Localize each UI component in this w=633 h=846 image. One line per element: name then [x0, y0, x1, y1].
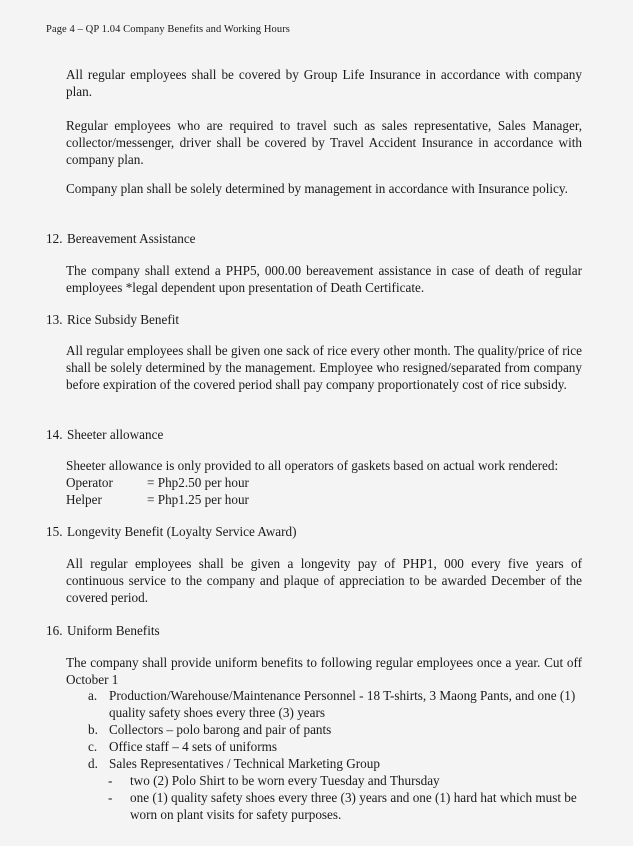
rate-value: = Php1.25 per hour	[147, 492, 249, 507]
section-14-body: Sheeter allowance is only provided to all operators of gaskets based on actual work rendered:	[66, 458, 559, 473]
travel-insurance-paragraph: Regular employees who are required to travel such as sales representative, Sales Manager, collector/messenger, driver shall be covered by Travel Accident Insurance in accordance with company plan.	[66, 118, 582, 167]
section-15-body: All regular employees shall be given a longevity pay of PHP1, 000 every five years of continuous service to the company and plaque of appreciation to be awarded December of the covered period.	[66, 556, 582, 605]
rate-row-helper	[66, 491, 582, 508]
section-16-body: The company shall provide uniform benefits to following regular employees once a year. Cut off October 1	[66, 655, 582, 687]
section-16-heading	[46, 622, 160, 639]
section-title: Rice Subsidy Benefit	[67, 312, 180, 327]
sub-list-text: one (1) quality safety shoes every three (3) years and one (1) hard hat which must be worn on plant visits for safety purposes.	[130, 790, 577, 822]
section-title: Sheeter allowance	[67, 427, 164, 442]
section-14-heading	[46, 426, 163, 443]
list-text: Sales Representatives / Technical Marketing Group	[109, 756, 380, 771]
life-insurance-paragraph: All regular employees shall be covered by Group Life Insurance in accordance with company plan.	[66, 67, 582, 99]
section-title: Bereavement Assistance	[67, 231, 196, 246]
sub-list-text: two (2) Polo Shirt to be worn every Tuesday and Thursday	[130, 773, 440, 788]
list-marker: d.	[88, 756, 98, 771]
section-12-heading	[46, 230, 196, 247]
section-number: 12.	[46, 231, 63, 246]
section-15-heading	[46, 523, 297, 540]
section-title: Uniform Benefits	[67, 623, 160, 638]
section-number: 13.	[46, 312, 63, 327]
rate-role: Operator	[66, 475, 113, 490]
section-14-body-block	[66, 457, 582, 508]
rate-row-operator	[66, 474, 582, 491]
list-text: Office staff – 4 sets of uniforms	[109, 739, 277, 754]
section-number: 14.	[46, 427, 63, 442]
rate-value: = Php2.50 per hour	[147, 475, 249, 490]
rate-role: Helper	[66, 492, 102, 507]
section-12-body: The company shall extend a PHP5, 000.00 bereavement assistance in case of death of regular employees *legal dependent upon presentation of Death Certificate.	[66, 263, 582, 295]
sub-list-marker: -	[108, 773, 113, 788]
page-header: Page 4 – QP 1.04 Company Benefits and Working Hours	[46, 24, 290, 35]
sub-list-marker: -	[108, 790, 113, 805]
list-text: Collectors – polo barong and pair of pants	[109, 722, 332, 737]
section-13-body: All regular employees shall be given one sack of rice every other month. The quality/price of rice shall be solely determined by the management. Employee who resigned/separated from company before expiration of the covered period shall pay company proportionately cost of rice subsidy.	[66, 343, 582, 392]
section-number: 16.	[46, 623, 63, 638]
company-plan-paragraph: Company plan shall be solely determined by management in accordance with Insurance policy.	[66, 181, 568, 196]
list-marker: a.	[88, 688, 98, 703]
section-13-heading	[46, 311, 179, 328]
list-marker: b.	[88, 722, 98, 737]
list-marker: c.	[88, 739, 98, 754]
list-text: Production/Warehouse/Maintenance Personnel - 18 T-shirts, 3 Maong Pants, and one (1) quality safety shoes every three (3) years	[109, 688, 576, 720]
section-number: 15.	[46, 524, 63, 539]
section-title: Longevity Benefit (Loyalty Service Award)	[67, 524, 297, 539]
